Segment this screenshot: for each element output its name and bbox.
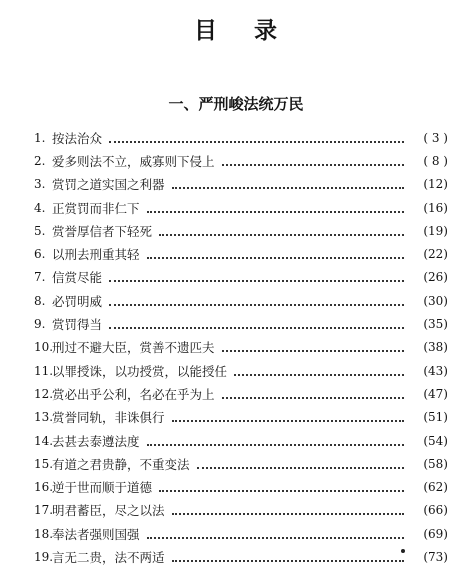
toc-entry-page: (69) — [423, 526, 448, 541]
toc-entry-page: (58) — [423, 456, 448, 471]
toc-entry-title: 必罚明威 — [52, 293, 103, 309]
toc-entry-number: 4. — [34, 200, 46, 215]
toc-entry-title: 赏誉同轨，非诛俱行 — [52, 410, 165, 426]
page-title-char-1: 目 — [194, 18, 218, 44]
toc-entry-title: 以罪授诛，以功授赏，以能授任 — [52, 363, 228, 379]
toc-entry-number: 19. — [34, 549, 54, 564]
toc-entry — [34, 289, 448, 312]
toc-leader-dots — [147, 209, 404, 213]
toc-entry-title: 赏罚之道实国之利器 — [52, 177, 165, 193]
toc-entry — [34, 336, 448, 359]
toc-entry-title: 逆于世而顺于道德 — [52, 480, 153, 496]
toc-entry — [34, 406, 448, 429]
toc-entry-number: 7. — [34, 270, 46, 285]
toc-leader-dots — [147, 535, 404, 539]
toc-leader-dots — [109, 325, 404, 329]
toc-entry-number: 14. — [34, 433, 54, 448]
toc-entry-number: 1. — [34, 130, 46, 145]
toc-leader-dots — [147, 442, 404, 446]
toc-entry-page: (30) — [423, 293, 448, 308]
toc-entry — [34, 545, 448, 568]
page-title — [0, 12, 472, 45]
toc-leader-dots — [172, 185, 404, 189]
toc-entry-page: (22) — [423, 247, 448, 262]
toc-entry-page: (73) — [423, 549, 448, 564]
toc-leader-dots — [109, 139, 404, 143]
toc-entry — [34, 499, 448, 522]
toc-leader-dots — [159, 232, 404, 236]
toc-leader-dots — [222, 162, 404, 166]
toc-entry — [34, 382, 448, 405]
toc-list — [34, 126, 448, 569]
toc-leader-dots — [222, 348, 404, 352]
toc-entry-page: (16) — [423, 200, 448, 215]
toc-entry-page: (54) — [423, 433, 448, 448]
toc-leader-dots — [197, 465, 404, 469]
page-title-char-2: 录 — [254, 18, 278, 44]
toc-entry-page: (35) — [423, 317, 448, 332]
toc-entry-number: 2. — [34, 153, 46, 168]
toc-entry-page: (47) — [423, 386, 448, 401]
toc-entry-title: 赏罚得当 — [52, 317, 103, 333]
toc-entry-title: 去甚去泰遵法度 — [52, 433, 140, 449]
toc-leader-dots — [172, 418, 404, 422]
toc-entry-page: (51) — [423, 410, 448, 425]
toc-entry-page: (26) — [423, 270, 448, 285]
toc-entry-page: ( 3 ) — [423, 130, 448, 145]
toc-entry-number: 10. — [34, 340, 54, 355]
toc-entry-title: 言无二贵，法不两适 — [52, 549, 165, 565]
toc-entry — [34, 359, 448, 382]
toc-leader-dots — [222, 395, 404, 399]
toc-entry-title: 赏誉厚信者下轻死 — [52, 223, 153, 239]
toc-entry — [34, 475, 448, 498]
toc-entry-title: 有道之君贵静，不重变法 — [52, 456, 190, 472]
toc-entry — [34, 312, 448, 335]
toc-entry-title: 信赏尽能 — [52, 270, 103, 286]
toc-entry-page: (12) — [423, 177, 448, 192]
toc-entry-title: 明君蓄臣，尽之以法 — [52, 503, 165, 519]
toc-entry — [34, 266, 448, 289]
toc-entry-title: 以刑去刑重其轻 — [52, 247, 140, 263]
toc-entry-number: 18. — [34, 526, 54, 541]
toc-entry-title: 正赏罚而非仁下 — [52, 200, 140, 216]
toc-entry — [34, 196, 448, 219]
toc-leader-dots — [147, 255, 404, 259]
toc-entry-number: 11. — [34, 363, 54, 378]
toc-entry-page: (43) — [423, 363, 448, 378]
toc-entry-title: 奉法者强则国强 — [52, 526, 140, 542]
toc-entry — [34, 126, 448, 149]
toc-entry-page: (66) — [423, 503, 448, 518]
scan-speck — [401, 549, 405, 553]
toc-entry-title: 爱多则法不立，威寡则下侵上 — [52, 153, 215, 169]
toc-entry-number: 17. — [34, 503, 54, 518]
toc-entry — [34, 242, 448, 265]
toc-entry — [34, 149, 448, 172]
toc-entry-number: 8. — [34, 293, 46, 308]
toc-entry-page: ( 8 ) — [423, 153, 448, 168]
toc-entry-page: (62) — [423, 480, 448, 495]
toc-leader-dots — [159, 488, 404, 492]
toc-leader-dots — [172, 558, 404, 562]
toc-entry-page: (38) — [423, 340, 448, 355]
toc-entry-title: 赏必出乎公利，名必在乎为上 — [52, 386, 215, 402]
section-heading: 一、严刑峻法统万民 — [168, 95, 304, 113]
toc-entry-number: 15. — [34, 456, 54, 471]
toc-entry — [34, 219, 448, 242]
toc-leader-dots — [172, 511, 404, 515]
toc-entry-number: 12. — [34, 386, 54, 401]
toc-entry-number: 16. — [34, 480, 54, 495]
toc-leader-dots — [109, 302, 404, 306]
toc-entry-page: (19) — [423, 223, 448, 238]
toc-entry — [34, 429, 448, 452]
toc-leader-dots — [109, 278, 404, 282]
toc-entry-title: 刑过不避大臣，赏善不遗匹夫 — [52, 340, 215, 356]
toc-entry-number: 6. — [34, 247, 46, 262]
toc-entry — [34, 522, 448, 545]
toc-entry-number: 9. — [34, 317, 46, 332]
toc-entry-title: 按法治众 — [52, 130, 103, 146]
toc-leader-dots — [234, 372, 404, 376]
toc-entry-number: 5. — [34, 223, 46, 238]
toc-entry — [34, 173, 448, 196]
toc-entry-number: 3. — [34, 177, 46, 192]
toc-entry-number: 13. — [34, 410, 54, 425]
toc-entry — [34, 452, 448, 475]
